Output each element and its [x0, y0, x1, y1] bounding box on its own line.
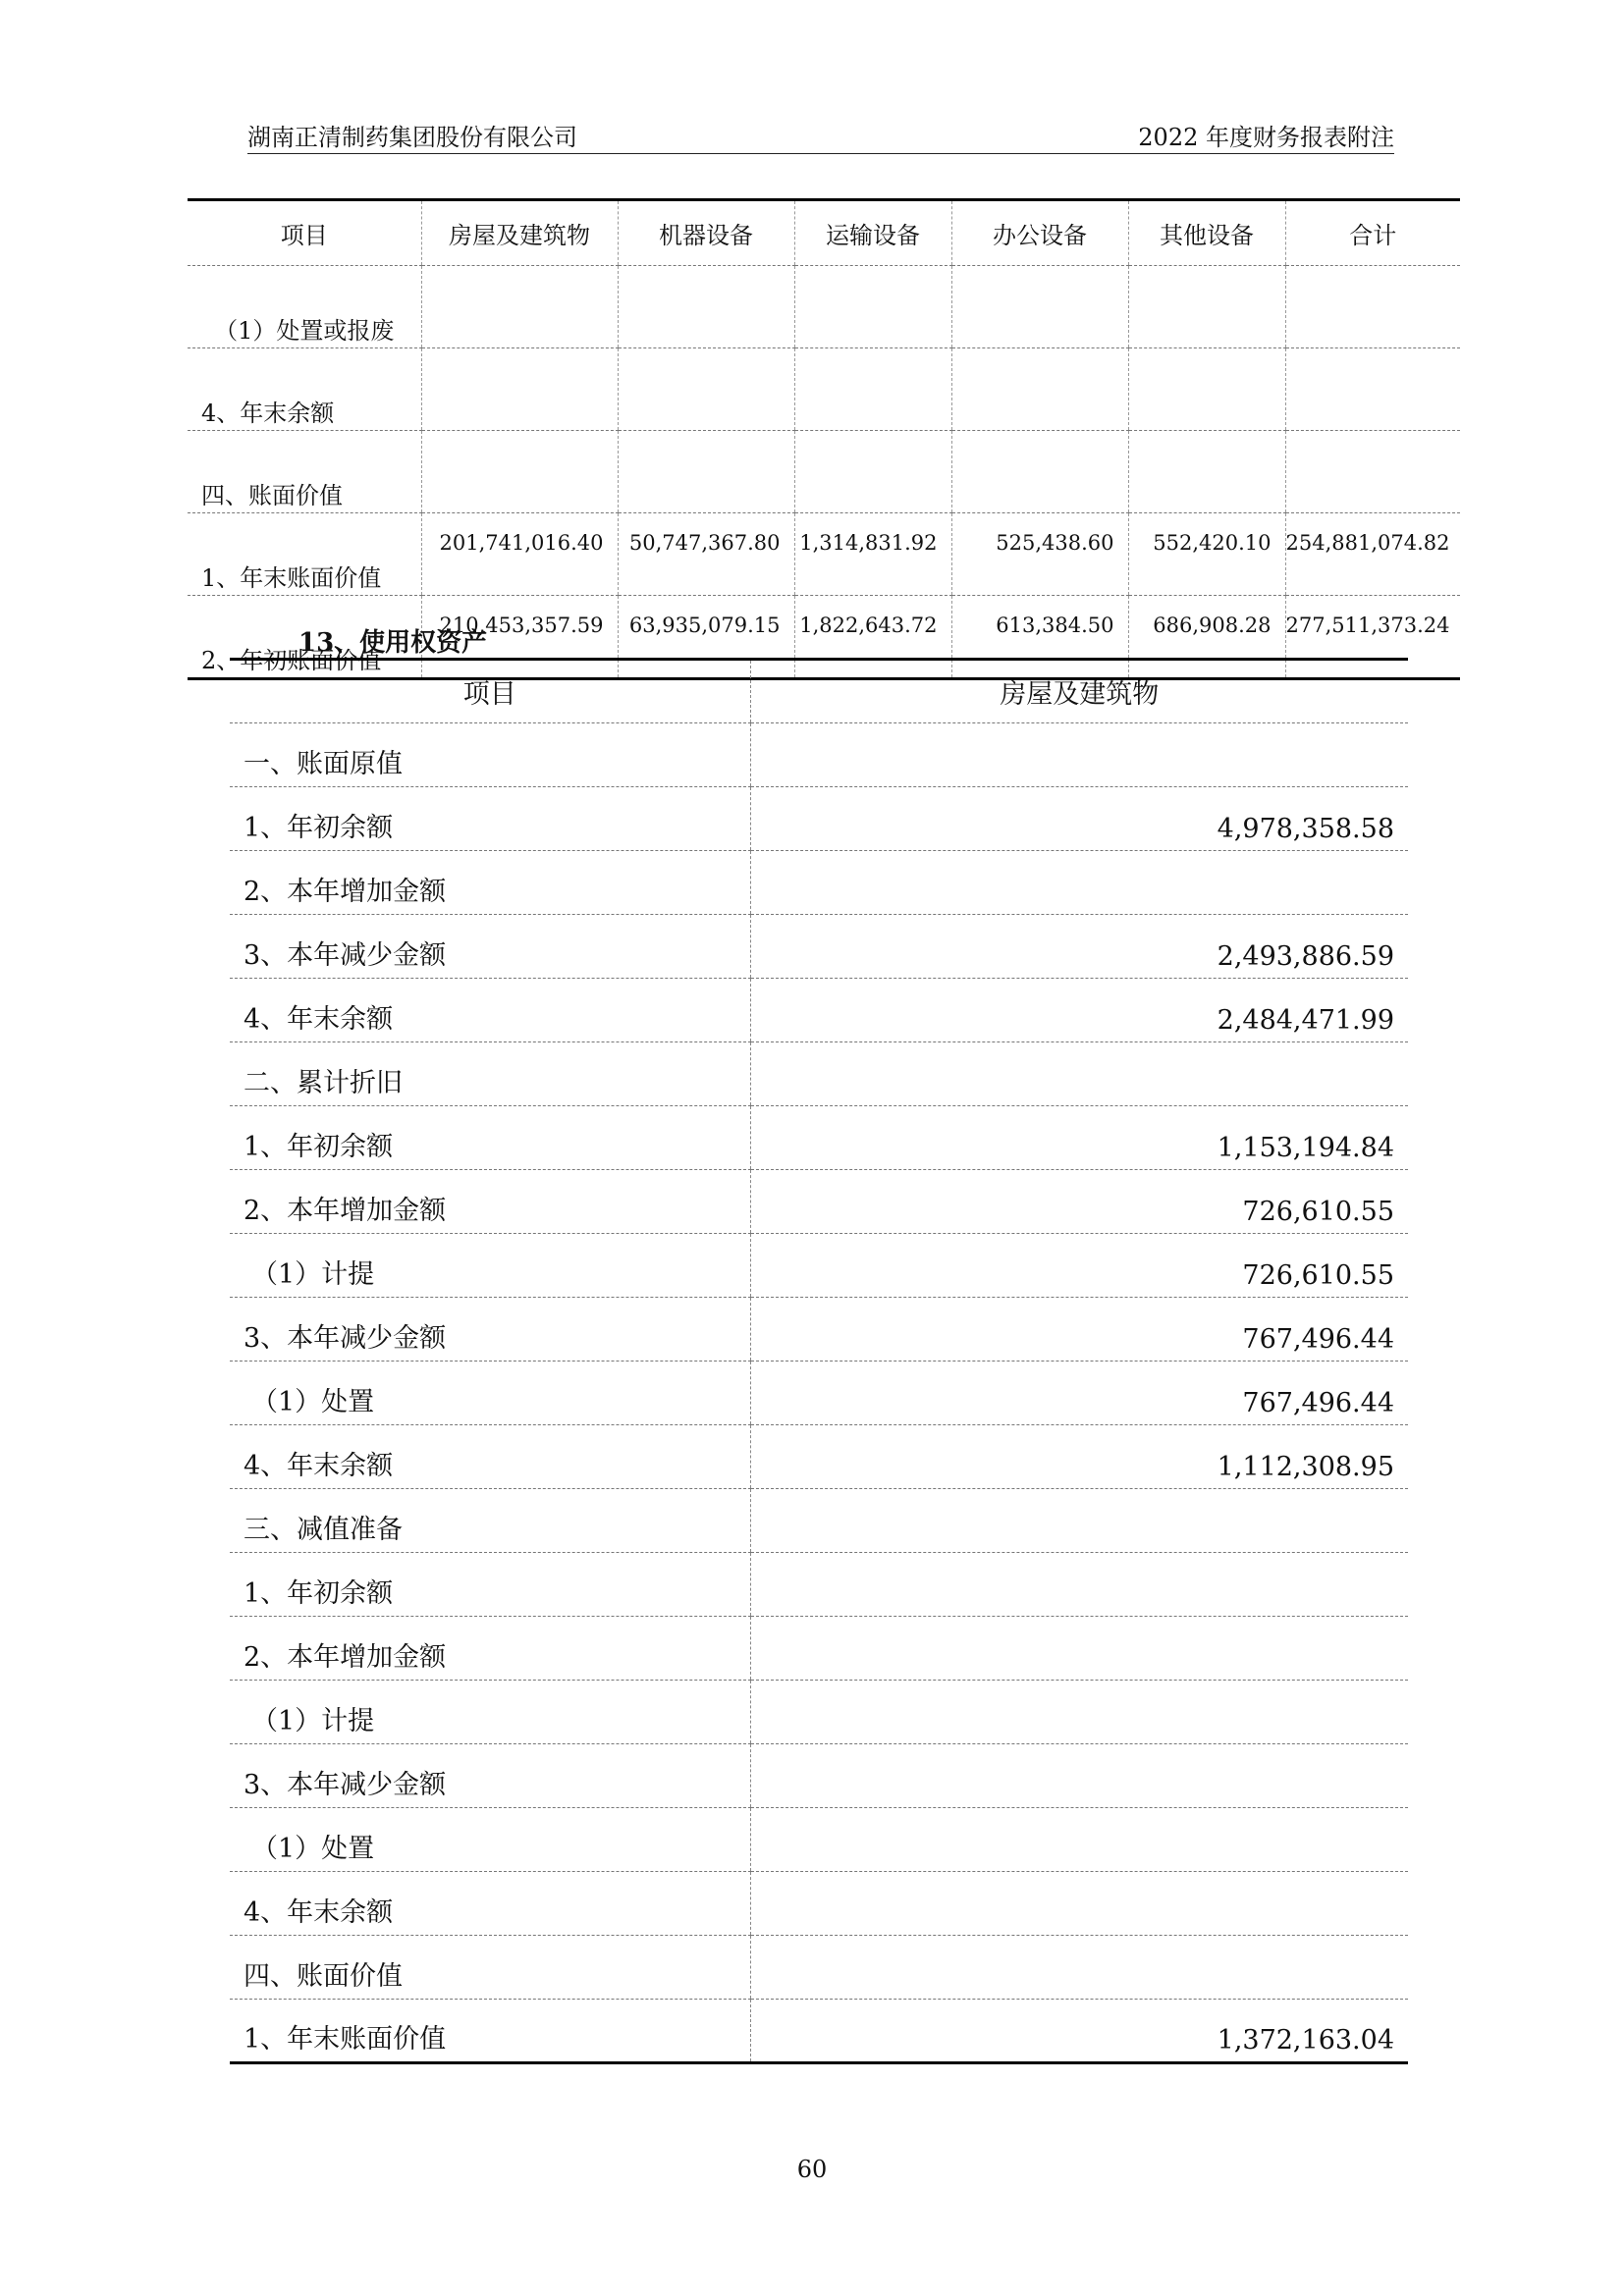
- cell-value: [421, 431, 618, 513]
- cell-value: 686,908.28: [1128, 596, 1285, 679]
- row-label: 2、本年增加金额: [230, 851, 750, 915]
- table-row: [230, 851, 1408, 915]
- fixed-assets-table: [188, 198, 1460, 680]
- cell-value: 613,384.50: [951, 596, 1128, 679]
- row-label: 3、本年减少金额: [230, 1744, 750, 1808]
- cell-value: [750, 1042, 1408, 1106]
- table-row: [230, 1744, 1408, 1808]
- company-name: 湖南正清制药集团股份有限公司: [247, 124, 577, 151]
- cell-value: [750, 1872, 1408, 1936]
- cell-value: [750, 1553, 1408, 1617]
- page-number: 60: [796, 2156, 828, 2183]
- cell-value: [750, 1489, 1408, 1553]
- cell-value: 726,610.55: [750, 1234, 1408, 1298]
- cell-value: 210,453,357.59: [421, 596, 618, 679]
- table-row: [230, 2000, 1408, 2063]
- row-label: 3、本年减少金额: [230, 1298, 750, 1362]
- row-label: 4、年末余额: [188, 348, 421, 431]
- cell-value: 767,496.44: [750, 1362, 1408, 1425]
- cell-value: [794, 431, 951, 513]
- cell-value: [421, 348, 618, 431]
- table-row: [230, 1362, 1408, 1425]
- cell-value: 1,112,308.95: [750, 1425, 1408, 1489]
- table-row: [188, 513, 1460, 596]
- row-label: （1）计提: [230, 1681, 750, 1744]
- row-label: 2、本年增加金额: [230, 1170, 750, 1234]
- cell-value: [750, 1936, 1408, 2000]
- row-label: 一、账面原值: [230, 723, 750, 787]
- cell-value: [1128, 266, 1285, 348]
- cell-value: [951, 348, 1128, 431]
- row-label: 2、年初账面价值: [201, 647, 382, 674]
- table-row: [230, 1872, 1408, 1936]
- cell-value: [1128, 431, 1285, 513]
- cell-value: [1128, 348, 1285, 431]
- table-row: [230, 1489, 1408, 1553]
- report-title: 2022 年度财务报表附注: [1138, 124, 1394, 151]
- row-label: 1、年初余额: [230, 1106, 750, 1170]
- cell-value: [1285, 266, 1460, 348]
- cell-value: [750, 851, 1408, 915]
- cell-value: 50,747,367.80: [618, 513, 794, 596]
- cell-value: 254,881,074.82: [1285, 513, 1460, 596]
- table-row: [188, 266, 1460, 348]
- table-row: [230, 1936, 1408, 2000]
- column-header: 房屋及建筑物: [750, 660, 1408, 723]
- table-row: [230, 723, 1408, 787]
- cell-value: 1,822,643.72: [794, 596, 951, 679]
- table-row: [230, 1106, 1408, 1170]
- cell-value: [951, 431, 1128, 513]
- cell-value: [794, 266, 951, 348]
- column-header: 办公设备: [951, 200, 1128, 266]
- cell-value: 1,153,194.84: [750, 1106, 1408, 1170]
- row-label: 4、年末余额: [230, 1872, 750, 1936]
- row-label: 三、减值准备: [230, 1489, 750, 1553]
- cell-value: 63,935,079.15: [618, 596, 794, 679]
- cell-value: 201,741,016.40: [421, 513, 618, 596]
- table-row: [230, 1617, 1408, 1681]
- table-row: [230, 915, 1408, 979]
- cell-value: [618, 348, 794, 431]
- table-row: [230, 1681, 1408, 1744]
- table-row: [230, 1425, 1408, 1489]
- table-header-row: [230, 660, 1408, 723]
- cell-value: [750, 1681, 1408, 1744]
- row-label: （1）处置或报废: [188, 266, 421, 348]
- cell-value: 767,496.44: [750, 1298, 1408, 1362]
- cell-value: 726,610.55: [750, 1170, 1408, 1234]
- table-row: [230, 979, 1408, 1042]
- column-header: 房屋及建筑物: [421, 200, 618, 266]
- column-header: 合计: [1285, 200, 1460, 266]
- cell-value: 552,420.10: [1128, 513, 1285, 596]
- cell-value: [951, 266, 1128, 348]
- cell-value: [421, 266, 618, 348]
- row-label: 1、年初余额: [230, 787, 750, 851]
- row-label: （1）计提: [230, 1234, 750, 1298]
- table-row: [230, 1808, 1408, 1872]
- page-header: [247, 114, 1394, 154]
- row-label: 2、本年增加金额: [230, 1617, 750, 1681]
- cell-value: [618, 266, 794, 348]
- table-row: [230, 1042, 1408, 1106]
- cell-value: 1,314,831.92: [794, 513, 951, 596]
- row-label: 4、年末余额: [230, 1425, 750, 1489]
- column-header: 项目: [230, 660, 750, 723]
- cell-value: [750, 723, 1408, 787]
- cell-value: 2,493,886.59: [750, 915, 1408, 979]
- right-of-use-assets-table: [230, 658, 1408, 2064]
- section-title: 13、使用权资产: [298, 628, 488, 658]
- table-row: [230, 1170, 1408, 1234]
- row-label: 1、年末账面价值: [244, 2024, 447, 2055]
- column-header: 机器设备: [618, 200, 794, 266]
- table-row: [188, 348, 1460, 431]
- cell-value: [794, 348, 951, 431]
- cell-value: 4,978,358.58: [750, 787, 1408, 851]
- row-label: 四、账面价值: [188, 431, 421, 513]
- row-label: 1、年末账面价值: [188, 513, 421, 596]
- row-label: 四、账面价值: [230, 1936, 750, 2000]
- table-header-row: [188, 200, 1460, 266]
- cell-value: 2,484,471.99: [750, 979, 1408, 1042]
- column-header: 运输设备: [794, 200, 951, 266]
- table-row: [188, 431, 1460, 513]
- cell-value: [1285, 431, 1460, 513]
- row-label: 1、年初余额: [230, 1553, 750, 1617]
- row-label: （1）处置: [230, 1362, 750, 1425]
- cell-value: 525,438.60: [951, 513, 1128, 596]
- table-row: [230, 1553, 1408, 1617]
- cell-value: [618, 431, 794, 513]
- row-label: 二、累计折旧: [230, 1042, 750, 1106]
- row-label: 3、本年减少金额: [230, 915, 750, 979]
- table-row: [230, 787, 1408, 851]
- cell-value: [750, 1744, 1408, 1808]
- cell-value: 1,372,163.04: [750, 2000, 1408, 2063]
- row-label: 4、年末余额: [230, 979, 750, 1042]
- cell-value: [1285, 348, 1460, 431]
- cell-value: [750, 1808, 1408, 1872]
- cell-value: [750, 1617, 1408, 1681]
- row-label: （1）处置: [230, 1808, 750, 1872]
- column-header: 项目: [188, 200, 421, 266]
- column-header: 其他设备: [1128, 200, 1285, 266]
- cell-value: 277,511,373.24: [1285, 596, 1460, 679]
- table-row: [230, 1234, 1408, 1298]
- table-row: [230, 1298, 1408, 1362]
